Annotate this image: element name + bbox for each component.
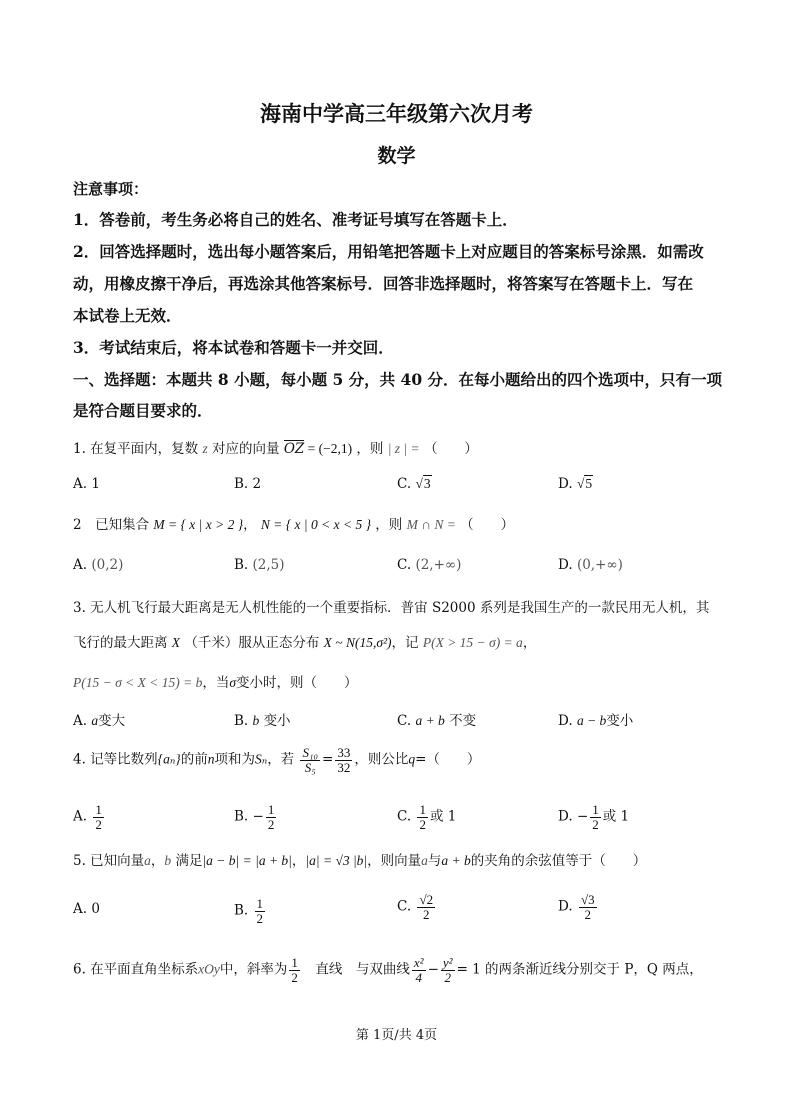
note-line-5: 3．考试结束后，将本试卷和答题卡一并交回．	[73, 338, 394, 357]
note-line-2: 2．回答选择题时，选出每小题答案后，用铅笔把答题卡上对应题目的答案标号涂黑．如需改	[73, 242, 704, 261]
q5-option-a: A. 0	[73, 901, 100, 917]
q2-option-c: C. (2,+∞)	[397, 557, 462, 573]
question-3-line-2: 飞行的最大距离 X （千米）服从正态分布 X ~ N(15,σ²)，记 P(X > 15 − σ) = a，	[73, 635, 537, 651]
section-heading-line-2: 是符合题目要求的．	[73, 401, 213, 420]
q5-option-b: B. $\frac{1}{2}$	[234, 896, 264, 926]
vector-oz: OZ	[283, 441, 305, 457]
notes-heading: 注意事项：	[73, 180, 149, 198]
q2-option-a: A. (0,2)	[73, 557, 124, 573]
question-3-line-3: P(15 − σ < X < 15) = b，当σ变小时，则（ ）	[73, 675, 358, 691]
q3-option-d: D. a − b变小	[558, 713, 634, 729]
q2-option-b: B. (2,5)	[234, 557, 285, 573]
q4-option-d: D. − $\frac{1}{2}$ 或 1	[558, 802, 630, 832]
section-heading-line-1: 一、选择题：本题共 8 小题，每小题 5 分，共 40 分．在每小题给出的四个选项中，只有一项	[73, 370, 723, 389]
q1-option-c: C. √3	[397, 476, 431, 492]
q5-option-c: C. $\frac{√2}{2}$	[397, 892, 434, 922]
q4-option-c: C. $\frac{1}{2}$ 或 1	[397, 802, 457, 832]
q2-option-d: D. (0,+∞)	[558, 557, 623, 573]
q1-option-d: D. √5	[558, 476, 593, 492]
q4-option-a: A. $\frac{1}{2}$	[73, 802, 102, 832]
q3-option-c: C. a + b 不变	[397, 713, 477, 729]
page-footer: 第 1页/共 4页	[355, 1028, 438, 1043]
q1-option-a: A. 1	[73, 476, 100, 492]
page-title: 海南中学高三年级第六次月考	[260, 101, 533, 126]
question-3-line-1: 3. 无人机飞行最大距离是无人机性能的一个重要指标．普宙 S2000 系列是我国生产的一款民用无人机，其	[73, 600, 710, 616]
question-2-stem: 2 已知集合 M = { x | x > 2 }， N = { x | 0 < x < 5 } ，则 M ∩ N = （ ）	[73, 517, 515, 533]
q3-option-a: A. a变大	[73, 713, 126, 729]
note-line-3: 动，用橡皮擦干净后，再选涂其他答案标号．回答非选择题时，将答案写在答题卡上．写在	[73, 274, 694, 293]
note-line-4: 本试卷上无效．	[73, 306, 182, 325]
q1-option-b: B. 2	[234, 476, 262, 492]
subject-title: 数学	[377, 145, 416, 167]
note-line-1: 1．答卷前，考生务必将自己的姓名、准考证号填写在答题卡上．	[73, 210, 518, 229]
q5-option-d: D. $\frac{√3}{2}$	[558, 892, 595, 922]
q4-option-b: B. − $\frac{1}{2}$	[234, 802, 275, 832]
question-5-stem: 5. 已知向量a，b 满足|a − b| = |a + b|，|a| = √3 |b|，则向量a与a + b的夹角的余弦值等于（ ）	[73, 853, 647, 869]
question-6-stem: 6. 在平面直角坐标系xOy中，斜率为 $\frac{1}{2}$ 直线 与双曲线 $\frac{\text{x²}}{4}$ − $\frac{\text{y²}}{2}$ = 1 的两条渐近线分别交于 P，Q 两点，	[73, 955, 703, 985]
q3-option-b: B. b 变小	[234, 713, 291, 729]
question-1-stem: 1. 在复平面内，复数 z 对应的向量 OZ = (−2,1) ，则 | z | = （ ）	[73, 441, 478, 457]
question-4-stem: 4. 记等比数列{aₙ}的前n项和为Sₙ，若 $\frac{\text{S₁₀}}{\text{S₅}}$ = $\frac{33}{32}$ ，则公比q=（ ）	[73, 745, 481, 775]
